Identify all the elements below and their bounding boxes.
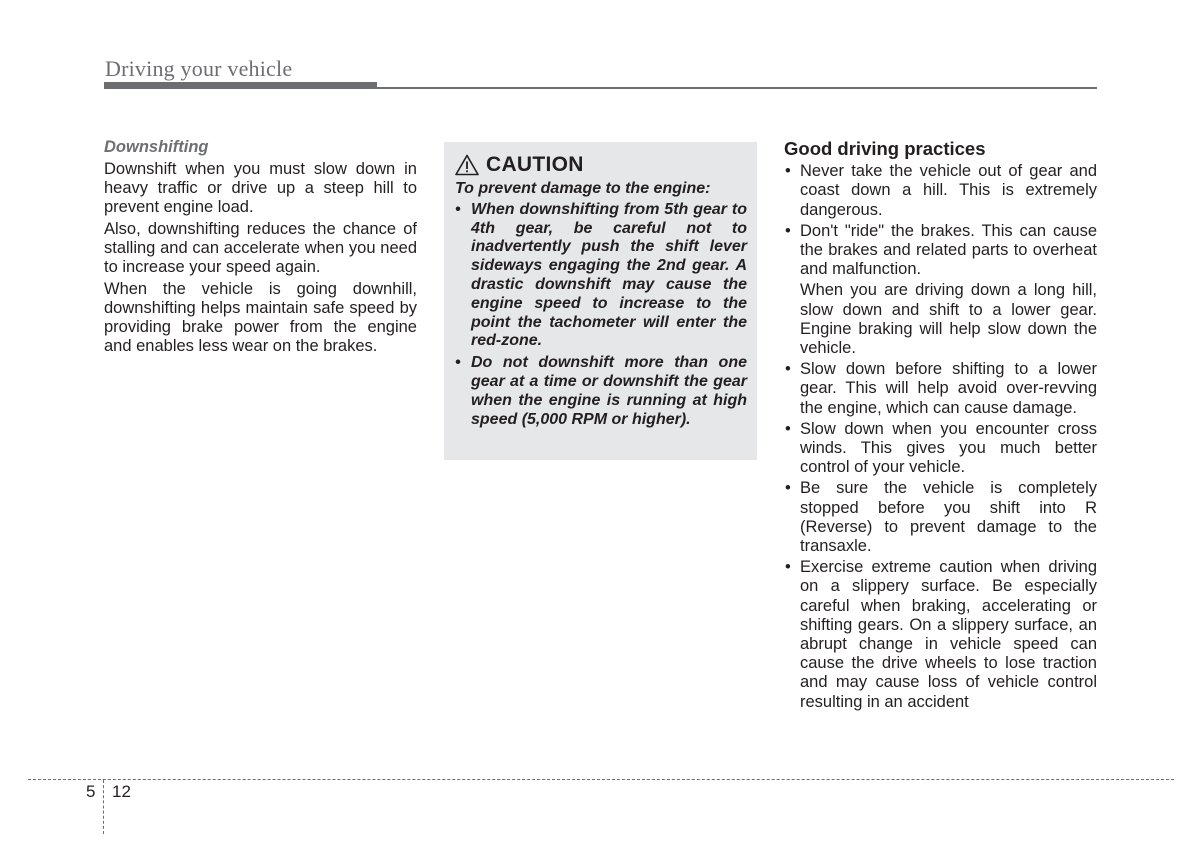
driving-practices-list-continued: [784, 360, 1097, 712]
list-item: [784, 360, 1097, 418]
caution-title: CAUTION: [486, 153, 584, 176]
list-item-text: Don't "ride" the brakes. This can cause the brakes and related parts to overheat and malfunction.: [800, 221, 1097, 279]
list-item: [784, 162, 1097, 220]
list-item-text: Never take the vehicle out of gear and coast down a hill. This is extremely dangerous.: [800, 162, 1097, 219]
bullet: •: [785, 360, 791, 379]
caution-intro: To prevent damage to the engine:: [455, 180, 711, 197]
paragraph: Also, downshifting reduces the chance of stalling and can accelerate when you need to increase your speed again.: [104, 220, 417, 276]
list-item: [784, 420, 1097, 478]
caution-box: [444, 142, 757, 460]
bullet: •: [455, 354, 461, 372]
warning-triangle-icon: [455, 154, 479, 176]
good-driving-heading: Good driving practices: [784, 138, 986, 159]
footer-rule: [28, 779, 1174, 780]
list-item: [784, 479, 1097, 556]
footer-divider: [103, 780, 104, 834]
list-item-text: Slow down when you encounter cross winds. This gives you much better control of your vehicle.: [800, 419, 1097, 477]
caution-item-text: Do not downshift more than one gear at a time or downshift the gear when the engine is running at high speed (5,000 RPM or higher).: [471, 354, 747, 428]
bullet: •: [785, 419, 791, 438]
caution-list: [455, 201, 747, 430]
page-number: 12: [112, 782, 131, 801]
caution-header: [455, 152, 747, 178]
chapter-number: 5: [86, 782, 96, 801]
list-item-text: Exercise extreme caution when driving on a slippery surface. Be especially careful when braking, accelerating or shifting gears. On a slippery surface, an abrupt change in vehicle speed can cause the drive wheels to lose traction and may cause loss of vehicle control resulting in an accident: [800, 558, 1097, 711]
header-rule-thick: [104, 82, 377, 89]
continuation-paragraph: When you are driving down a long hill, slow down and shift to a lower gear. Engine braking will help slow down the vehicle.: [800, 281, 1097, 358]
page-header-title: Driving your vehicle: [105, 56, 293, 81]
caution-item-text: When downshifting from 5th gear to 4th gear, be careful not to inadvertently push the shift lever sideways engaging the 2nd gear. A drastic downshift may cause the engine speed to increase to the point the tachometer will enter the red-zone.: [471, 200, 747, 350]
driving-practices-list: [784, 162, 1097, 279]
list-item: [784, 558, 1097, 712]
bullet: •: [785, 162, 791, 181]
paragraph: Downshift when you must slow down in heavy traffic or drive up a steep hill to prevent engine load.: [104, 160, 417, 216]
bullet: •: [785, 479, 791, 498]
list-item-text: Slow down before shifting to a lower gear. This will help avoid over-revving the engine, which can cause damage.: [800, 360, 1097, 417]
header-rule-thin: [377, 87, 1097, 89]
bullet: •: [455, 200, 461, 218]
bullet: •: [785, 558, 791, 577]
list-item: [784, 222, 1097, 280]
paragraph: When the vehicle is going downhill, downshifting helps maintain safe speed by providing brake power from the engine and enables less wear on the brakes.: [104, 280, 417, 355]
bullet: •: [785, 221, 791, 240]
left-column: [104, 138, 417, 359]
downshifting-subheading: Downshifting: [104, 138, 209, 156]
list-item-text: Be sure the vehicle is completely stopped before you shift into R (Reverse) to prevent damage to the transaxle.: [800, 479, 1097, 556]
caution-item: [455, 201, 747, 351]
caution-item: [455, 354, 747, 429]
right-column: [784, 139, 1097, 714]
